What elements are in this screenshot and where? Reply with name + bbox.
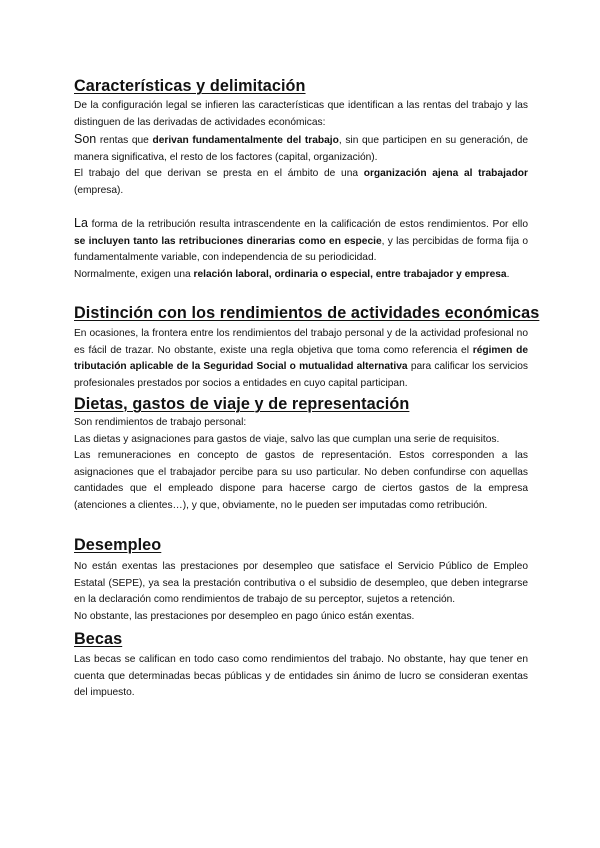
paragraph: Las remuneraciones en concepto de gastos de representación. Estos corresponden a las asignaciones que el trabajador percibe para su uso particular. No deben confundirse con aquellas cantidades que el empleado dispone para hacerse cargo de ciertos gastos de la empresa (atenciones a clientes…), y que, obviamente, no le pueden ser imputadas como retribución.	[74, 450, 528, 511]
paragraph: Las becas se califican en todo caso como rendimientos del trabajo. No obstante, hay que tener en cuenta que determinadas becas públicas y de entidades sin ánimo de lucro se consideran exentas del impuesto.	[74, 654, 528, 698]
section-becas	[74, 629, 528, 702]
paragraph: Las dietas y asignaciones para gastos de viaje, salvo las que cumplan una serie de requisitos.	[74, 433, 500, 445]
section-dietas	[74, 394, 528, 514]
text-span: , y las percibidas de forma fija o fundamentalmente variable, con independencia de su periodicidad.	[74, 235, 528, 263]
paragraph	[74, 326, 528, 392]
bold-text: organización ajena al trabajador	[363, 168, 528, 179]
section-title: Dietas, gastos de viaje y de representación	[74, 395, 410, 413]
text-span: Normalmente, exigen una	[74, 268, 194, 280]
bold-text: régimen de tributación aplicable de la Seguridad Social o mutualidad alternativa	[74, 344, 528, 372]
text-span: .	[506, 268, 510, 280]
text-span: forma de la retribución resulta intrascendente en la calificación de estos rendimientos. Por ello	[87, 219, 528, 230]
paragraph	[74, 267, 528, 284]
section-title: Características y delimitación	[74, 77, 306, 95]
text-span: La	[74, 216, 88, 230]
bold-text: se incluyen tanto las retribuciones dinerarias como en especie	[74, 235, 382, 247]
paragraph	[74, 215, 528, 267]
section-desempleo	[74, 535, 528, 625]
document-page	[74, 76, 540, 702]
section-title: Distinción con los rendimientos de actividades económicas	[74, 304, 540, 322]
text-span: para calificar los servicios profesionales prestados por socios a entidades en cuyo capital participan.	[74, 361, 528, 389]
text-span: En ocasiones, la frontera entre los rendimientos del trabajo personal y de la actividad profesional no es fácil de trazar. No obstante, existe una regla objetiva que toma como referencia el	[74, 328, 528, 356]
text-span: El trabajo del que derivan se presta en el ámbito de una	[74, 168, 364, 179]
paragraph: Son rendimientos de trabajo personal:	[74, 417, 247, 428]
bold-text: derivan fundamentalmente del trabajo	[152, 135, 339, 146]
paragraph	[74, 131, 528, 166]
bold-text: relación laboral, ordinaria o especial, entre trabajador y empresa	[193, 268, 507, 280]
paragraph: De la configuración legal se infieren las características que identifican a las rentas del trabajo y las distinguen de las derivadas de actividades económicas:	[74, 100, 528, 128]
section-distincion	[74, 303, 540, 392]
text-span: , sin que participen en su generación, de manera significativa, el resto de los factores (capital, organización).	[74, 135, 529, 163]
paragraph	[74, 166, 528, 199]
text-span: Son	[74, 132, 97, 146]
text-span: rentas que	[96, 135, 153, 146]
paragraph: No obstante, las prestaciones por desempleo en pago único están exentas.	[74, 610, 415, 622]
text-span: (empresa).	[74, 184, 124, 196]
section-title: Becas	[74, 630, 123, 648]
paragraph: No están exentas las prestaciones por desempleo que satisface el Servicio Público de Empleo Estatal (SEPE), ya sea la prestación contributiva o el subsidio de desempleo, que deben integrarse en la declaración como rendimientos de trabajo de su perceptor, sujetos a retención.	[74, 561, 528, 605]
section-caracteristicas	[74, 76, 528, 283]
section-title: Desempleo	[74, 536, 162, 554]
